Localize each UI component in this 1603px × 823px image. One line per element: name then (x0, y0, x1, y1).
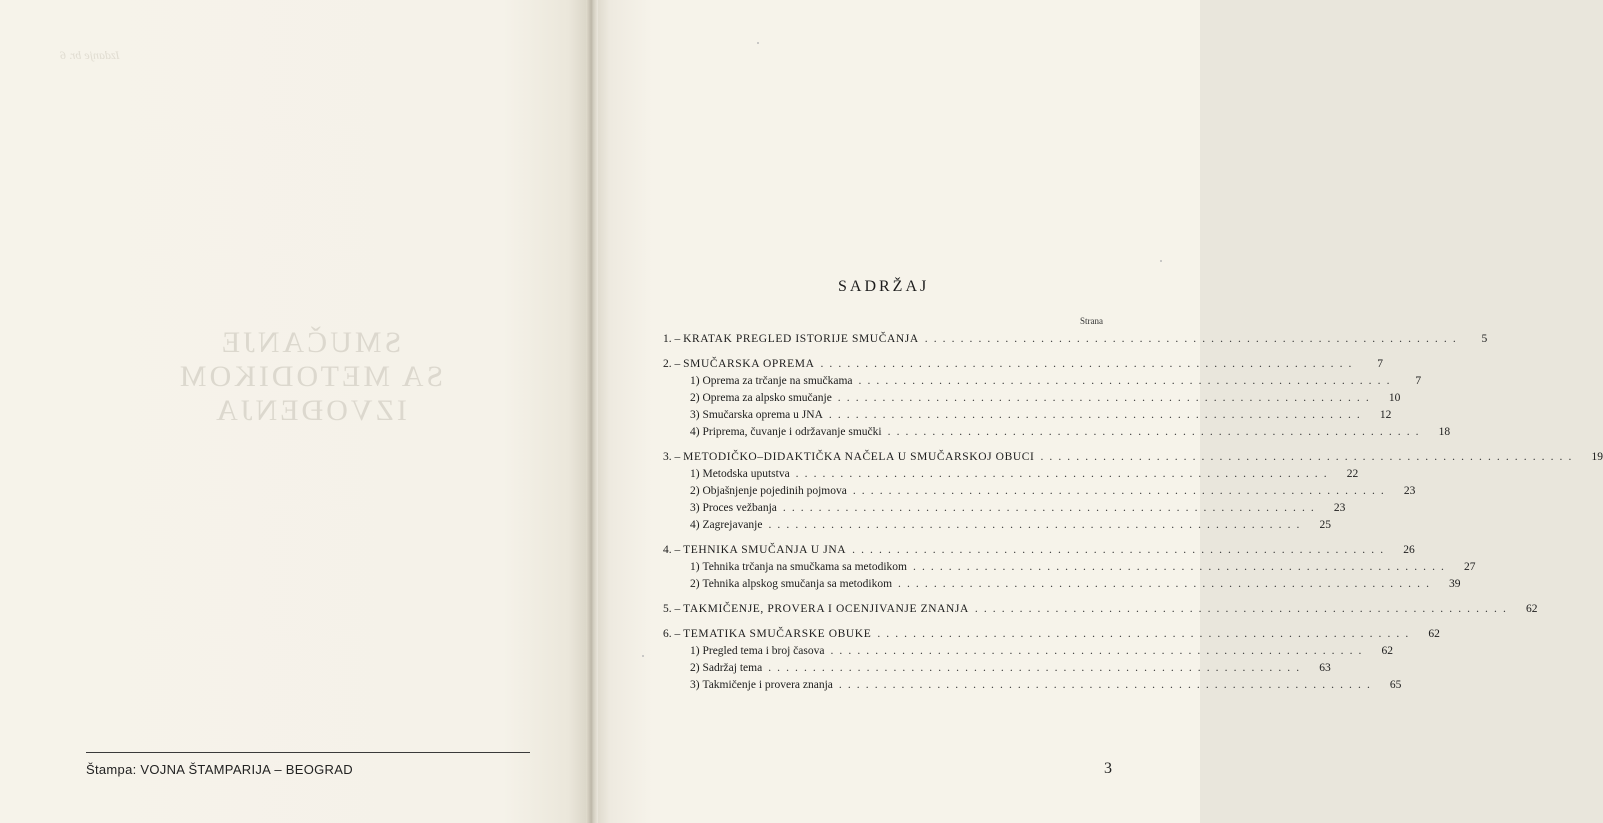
toc-entry-page: 62 (1428, 628, 1440, 640)
dot-leader: . . . . . . . . . . . . . . . . . . . . . . . . . . . . . . . . . . . . . . . . . . . . . . . . . . . . . . . . . . . . (768, 662, 1301, 674)
toc-entry-title: Smučarska oprema u JNA (702, 409, 823, 421)
toc-chapter-row (663, 449, 1603, 466)
dot-leader: . . . . . . . . . . . . . . . . . . . . . . . . . . . . . . . . . . . . . . . . . . . . . . . . . . . . . . . . . . . . (838, 679, 1372, 691)
toc-entry-number: 6. – (663, 628, 681, 640)
dot-leader: . . . . . . . . . . . . . . . . . . . . . . . . . . . . . . . . . . . . . . . . . . . . . . . . . . . . . . . . . . . . (852, 485, 1386, 497)
page-number: 3 (1104, 760, 1112, 777)
toc-entry-title: TEHNIKA SMUČANJA U JNA (683, 544, 847, 556)
bleed-through-title (75, 326, 545, 428)
toc-chapter (663, 449, 1603, 534)
toc-chapter-row (663, 542, 1415, 559)
toc-entry-number: 2) (690, 392, 700, 404)
toc-subitem-row (663, 643, 1393, 660)
toc-entry-page: 5 (1481, 333, 1488, 345)
book-gutter (586, 0, 598, 823)
toc-entry-number: 4) (690, 426, 700, 438)
toc-subitem-row (663, 390, 1401, 407)
dot-leader: . . . . . . . . . . . . . . . . . . . . . . . . . . . . . . . . . . . . . . . . . . . . . . . . . . . . . . . . . . . . (828, 409, 1362, 421)
left-page (0, 0, 592, 823)
imprint-rule (86, 752, 530, 753)
toc-chapter-row (663, 626, 1440, 643)
toc-entry-title: Priprema, čuvanje i održavanje smučki (702, 426, 882, 438)
toc-entry-title: TEMATIKA SMUČARSKE OBUKE (683, 628, 872, 640)
dot-leader: . . . . . . . . . . . . . . . . . . . . . . . . . . . . . . . . . . . . . . . . . . . . . . . . . . . . . . . . . . . . (924, 333, 1458, 345)
toc-entry-number: 1) (690, 468, 700, 480)
toc-entry-title: Objašnjenje pojedinih pojmova (702, 485, 847, 497)
toc-entry-page: 65 (1389, 679, 1402, 691)
toc-subitem-row (663, 517, 1332, 534)
toc-entry-number: 2) (690, 485, 700, 497)
toc-entry-title: SMUČARSKA OPREMA (683, 358, 815, 370)
toc-subitem-row (663, 373, 1422, 390)
toc-entry-number: 3. – (663, 451, 681, 463)
toc-entry-page: 63 (1319, 662, 1331, 674)
toc-entry-title: Proces vežbanja (702, 502, 777, 514)
paper-speck (757, 42, 759, 44)
toc-chapter-row (663, 601, 1538, 618)
page-column-label: Strana (1080, 316, 1103, 326)
toc-entry-page: 22 (1346, 468, 1359, 480)
toc-entry-title: Tehnika alpskog smučanja sa metodikom (702, 578, 893, 590)
toc-chapter (663, 626, 1440, 694)
dot-leader: . . . . . . . . . . . . . . . . . . . . . . . . . . . . . . . . . . . . . . . . . . . . . . . . . . . . . . . . . . . . (974, 603, 1508, 615)
toc-entry-title: Takmičenje i provera znanja (702, 679, 833, 691)
toc-entry-page: 19 (1591, 451, 1603, 463)
toc-subitem-row (663, 559, 1476, 576)
dot-leader: . . . . . . . . . . . . . . . . . . . . . . . . . . . . . . . . . . . . . . . . . . . . . . . . . . . . . . . . . . . . (768, 519, 1302, 531)
paper-speck (642, 655, 644, 657)
toc-entry-title: Oprema za trčanje na smučkama (702, 375, 853, 387)
bleed-through-mark: Izdanje br. 6 (60, 48, 120, 62)
toc-chapter-row (663, 331, 1488, 348)
toc-entry-title: TAKMIČENJE, PROVERA I OCENJIVANJE ZNANJA (683, 603, 969, 615)
toc-entry-number: 4. – (663, 544, 681, 556)
dot-leader: . . . . . . . . . . . . . . . . . . . . . . . . . . . . . . . . . . . . . . . . . . . . . . . . . . . . . . . . . . . . (830, 645, 1363, 657)
toc-entry-number: 3) (690, 679, 700, 691)
toc-entry-page: 7 (1415, 375, 1422, 387)
toc-entry-page: 62 (1381, 645, 1393, 657)
toc-entry-page: 27 (1464, 561, 1476, 573)
toc-subitem-row (663, 407, 1392, 424)
dot-leader: . . . . . . . . . . . . . . . . . . . . . . . . . . . . . . . . . . . . . . . . . . . . . . . . . . . . . . . . . . . . (782, 502, 1316, 514)
paper-speck (1160, 260, 1162, 262)
toc-entry-page: 23 (1403, 485, 1416, 497)
toc-entry-page: 25 (1319, 519, 1332, 531)
dot-leader: . . . . . . . . . . . . . . . . . . . . . . . . . . . . . . . . . . . . . . . . . . . . . . . . . . . . . . . . . . . . (820, 358, 1353, 370)
dot-leader: . . . . . . . . . . . . . . . . . . . . . . . . . . . . . . . . . . . . . . . . . . . . . . . . . . . . . . . . . . . . (898, 578, 1431, 590)
toc-entry-number: 1. – (663, 333, 681, 345)
toc-entry-page: 7 (1377, 358, 1383, 370)
toc-subitem-row (663, 466, 1359, 483)
toc-subitem-row (663, 576, 1461, 593)
toc-entry-page: 62 (1525, 603, 1538, 615)
toc-entry-title: Oprema za alpsko smučanje (702, 392, 832, 404)
toc-entry-page: 26 (1403, 544, 1415, 556)
toc-subitem-row (663, 677, 1402, 694)
dot-leader: . . . . . . . . . . . . . . . . . . . . . . . . . . . . . . . . . . . . . . . . . . . . . . . . . . . . . . . . . . . . (795, 468, 1329, 480)
toc-subitem-row (663, 424, 1451, 441)
toc-entry-page: 39 (1449, 578, 1461, 590)
toc-entry-page: 23 (1333, 502, 1346, 514)
toc-entry-number: 3) (690, 409, 700, 421)
toc-entry-number: 4) (690, 519, 700, 531)
dot-leader: . . . . . . . . . . . . . . . . . . . . . . . . . . . . . . . . . . . . . . . . . . . . . . . . . . . . . . . . . . . . (887, 426, 1421, 438)
table-of-contents (663, 331, 1603, 702)
toc-subitem-row (663, 483, 1416, 500)
toc-entry-title: METODIČKO–DIDAKTIČKA NAČELA U SMUČARSKOJ OBUCI (683, 451, 1035, 463)
dot-leader: . . . . . . . . . . . . . . . . . . . . . . . . . . . . . . . . . . . . . . . . . . . . . . . . . . . . . . . . . . . . (837, 392, 1371, 404)
toc-entry-page: 18 (1438, 426, 1451, 438)
toc-entry-title: KRATAK PREGLED ISTORIJE SMUČANJA (683, 333, 919, 345)
toc-chapter (663, 601, 1538, 618)
dot-leader: . . . . . . . . . . . . . . . . . . . . . . . . . . . . . . . . . . . . . . . . . . . . . . . . . . . . . . . . . . . . (913, 561, 1446, 573)
toc-entry-number: 5. – (663, 603, 681, 615)
dot-leader: . . . . . . . . . . . . . . . . . . . . . . . . . . . . . . . . . . . . . . . . . . . . . . . . . . . . . . . . . . . . (858, 375, 1392, 387)
toc-entry-title: Tehnika trčanja na smučkama sa metodikom (702, 561, 907, 573)
toc-entry-number: 3) (690, 502, 700, 514)
toc-entry-number: 2. – (663, 358, 681, 370)
toc-subitem-row (663, 500, 1346, 517)
toc-title: SADRŽAJ (838, 278, 930, 295)
printer-imprint: Štampa: VOJNA ŠTAMPARIJA – BEOGRAD (86, 762, 353, 777)
bleed-through-line: SA METODIKOM IZVOĐENJA (176, 360, 444, 427)
toc-entry-page: 10 (1388, 392, 1401, 404)
dot-leader: . . . . . . . . . . . . . . . . . . . . . . . . . . . . . . . . . . . . . . . . . . . . . . . . . . . . . . . . . . . . (852, 544, 1385, 556)
toc-entry-number: 2) (690, 578, 700, 590)
toc-chapter (663, 542, 1476, 593)
toc-chapter-row (663, 356, 1383, 373)
toc-entry-number: 1) (690, 375, 700, 387)
bleed-through-line: SMUČANJE (218, 326, 402, 359)
toc-chapter (663, 356, 1451, 441)
toc-entry-number: 2) (690, 662, 700, 674)
toc-entry-page: 12 (1379, 409, 1392, 421)
dot-leader: . . . . . . . . . . . . . . . . . . . . . . . . . . . . . . . . . . . . . . . . . . . . . . . . . . . . . . . . . . . . (1040, 451, 1573, 463)
toc-entry-number: 1) (690, 645, 700, 657)
toc-entry-title: Metodska uputstva (702, 468, 790, 480)
toc-chapter (663, 331, 1488, 348)
toc-entry-title: Pregled tema i broj časova (702, 645, 825, 657)
dot-leader: . . . . . . . . . . . . . . . . . . . . . . . . . . . . . . . . . . . . . . . . . . . . . . . . . . . . . . . . . . . . (877, 628, 1410, 640)
toc-entry-title: Zagrejavanje (702, 519, 763, 531)
toc-subitem-row (663, 660, 1331, 677)
toc-entry-number: 1) (690, 561, 700, 573)
toc-entry-title: Sadržaj tema (702, 662, 763, 674)
